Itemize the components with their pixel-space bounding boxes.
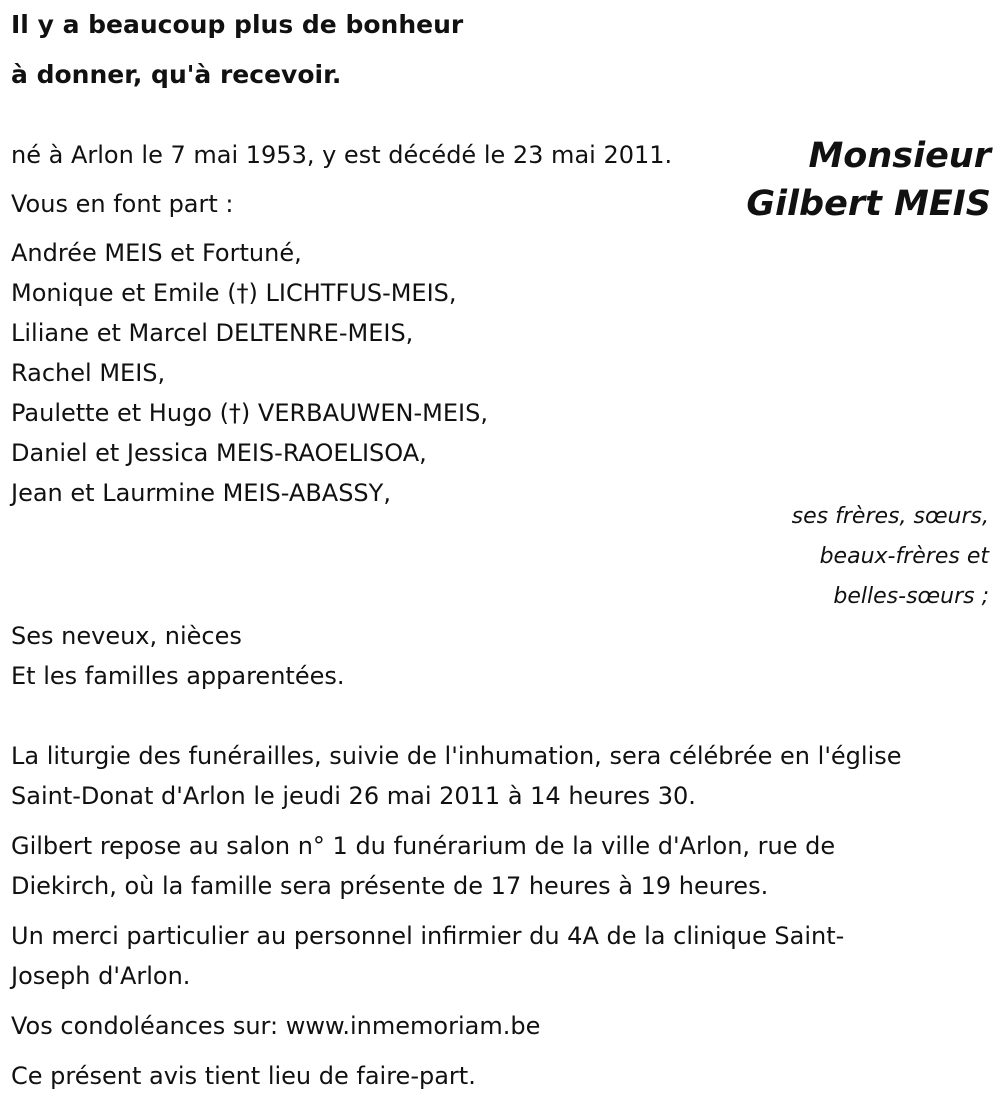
motto-line-1: Il y a beaucoup plus de bonheur (11, 10, 464, 39)
motto-line-2: à donner, qu'à recevoir. (11, 60, 342, 89)
deceased-name: Gilbert MEIS (746, 184, 991, 224)
extended-family-line-2: Et les familles apparentées. (11, 662, 345, 690)
deceased-title: Monsieur (808, 136, 991, 176)
family-member: Paulette et Hugo (†) VERBAUWEN-MEIS, (11, 399, 488, 427)
liturgy-line-2: Saint-Donat d'Arlon le jeudi 26 mai 2011 à 14 heures 30. (11, 782, 696, 810)
liturgy-line-1: La liturgie des funérailles, suivie de l'inhumation, sera célébrée en l'église (11, 742, 902, 770)
thanks-line-1: Un merci particulier au personnel infirmier du 4A de la clinique Saint- (11, 922, 845, 950)
birth-death-line: né à Arlon le 7 mai 1953, y est décédé le 23 mai 2011. (11, 141, 673, 169)
notice-line: Ce présent avis tient lieu de faire-part. (11, 1062, 476, 1090)
extended-family-line-1: Ses neveux, nièces (11, 622, 242, 650)
relation-line-2: beaux-frères et (819, 544, 989, 569)
family-member: Rachel MEIS, (11, 359, 166, 387)
announcement-line: Vous en font part : (11, 190, 234, 218)
family-member: Andrée MEIS et Fortuné, (11, 239, 302, 267)
relation-line-3: belles-sœurs ; (833, 584, 989, 609)
condolences-line: Vos condoléances sur: www.inmemoriam.be (11, 1012, 541, 1040)
relation-line-1: ses frères, sœurs, (791, 504, 989, 529)
family-member: Liliane et Marcel DELTENRE-MEIS, (11, 319, 414, 347)
rest-line-2: Diekirch, où la famille sera présente de 17 heures à 19 heures. (11, 872, 769, 900)
thanks-line-2: Joseph d'Arlon. (11, 962, 191, 990)
family-member: Monique et Emile (†) LICHTFUS-MEIS, (11, 279, 457, 307)
family-member: Daniel et Jessica MEIS-RAOELISOA, (11, 439, 427, 467)
rest-line-1: Gilbert repose au salon n° 1 du funérarium de la ville d'Arlon, rue de (11, 832, 836, 860)
family-member: Jean et Laurmine MEIS-ABASSY, (11, 479, 391, 507)
